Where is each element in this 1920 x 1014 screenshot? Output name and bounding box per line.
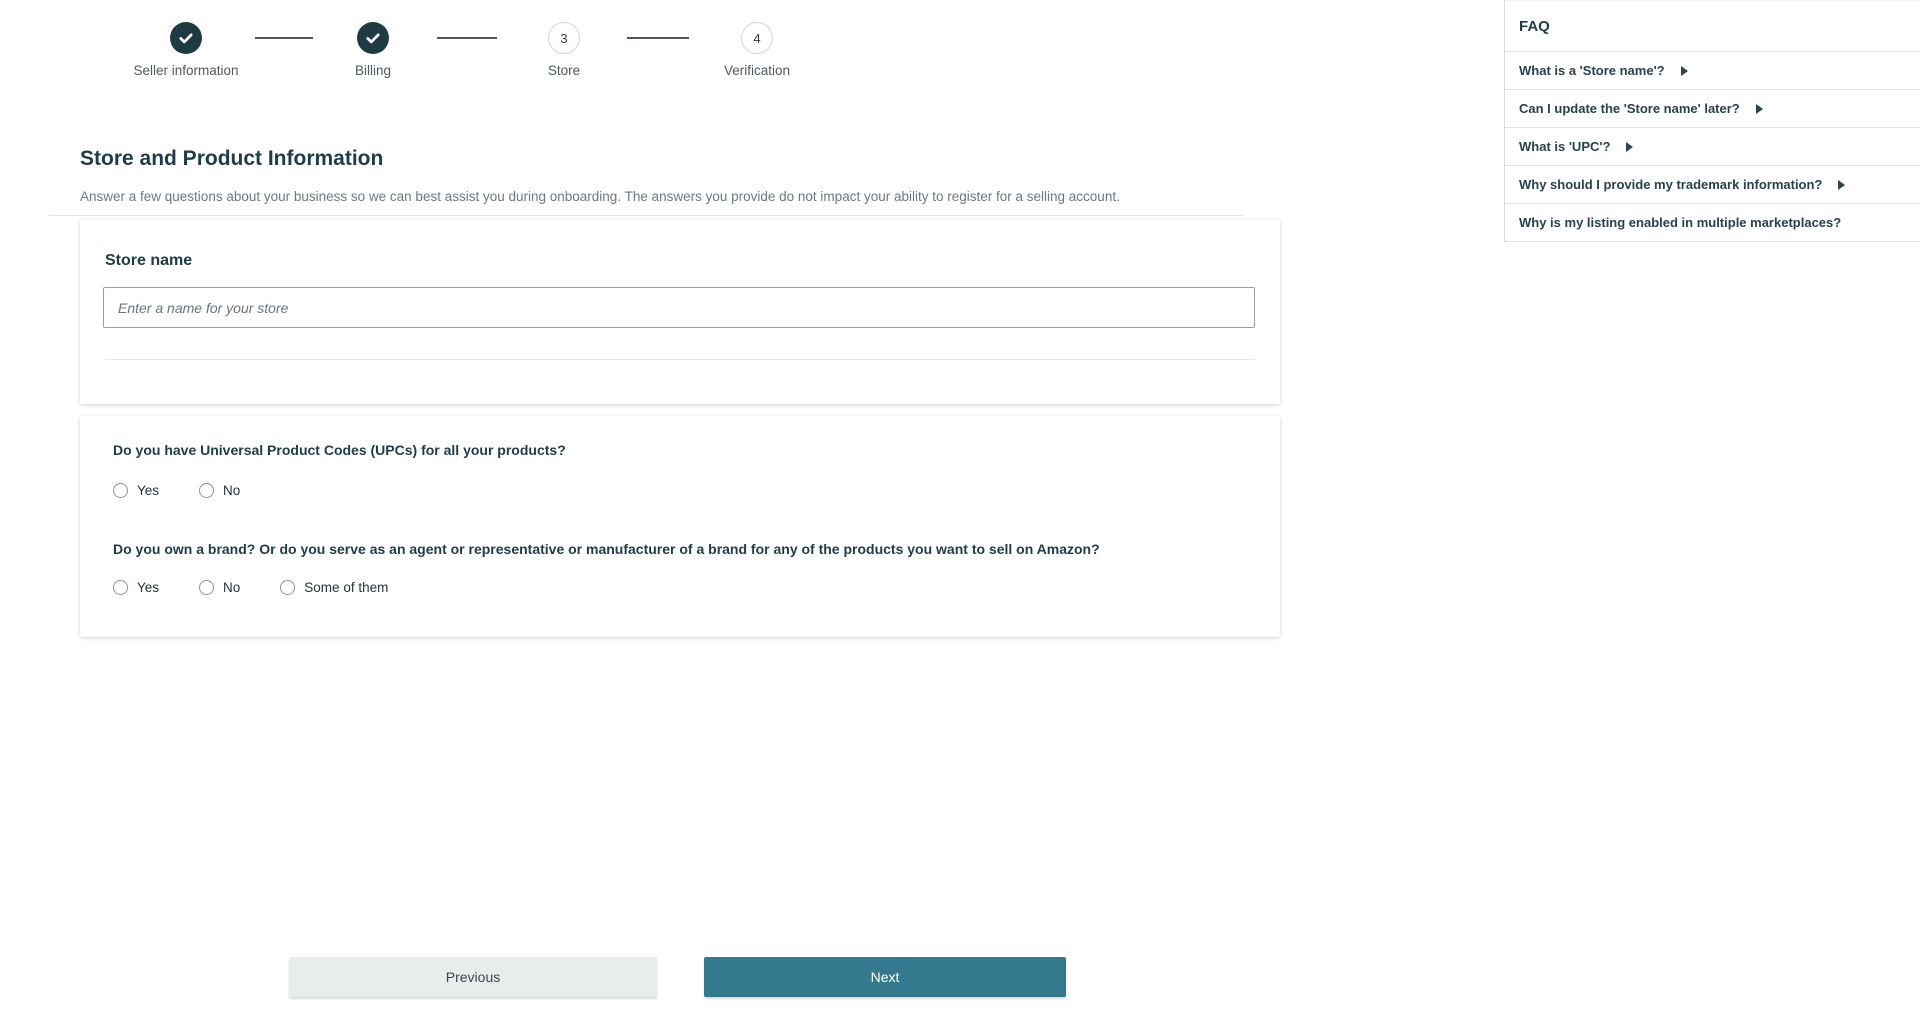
brand-question-label: Do you own a brand? Or do you serve as an agent or representative or manufacturer of a brand for any of the products you want to sell on Amazon? (113, 541, 1100, 557)
step-label-seller-information: Seller information (133, 63, 239, 78)
faq-item-store-name[interactable] (1505, 52, 1920, 90)
card-divider (105, 359, 1255, 360)
faq-panel (1504, 0, 1920, 242)
store-name-card (80, 220, 1280, 404)
faq-question: What is 'UPC'? (1519, 139, 1611, 154)
product-questions-card (80, 416, 1280, 637)
next-button[interactable]: Next (704, 957, 1066, 997)
step-number: 4 (753, 30, 761, 46)
faq-heading: FAQ (1505, 1, 1920, 52)
radio-icon (280, 580, 295, 595)
check-icon (177, 29, 195, 47)
radio-label: Yes (137, 483, 160, 498)
step-circle-verification (741, 22, 773, 54)
store-name-input[interactable] (103, 287, 1255, 328)
section-divider (49, 215, 1244, 216)
step-connector (627, 37, 689, 39)
faq-item-multiple-marketplaces[interactable] (1505, 204, 1920, 242)
step-label-store: Store (547, 63, 581, 78)
radio-label: No (223, 580, 241, 595)
step-connector (437, 37, 497, 39)
expand-arrow-icon (1838, 180, 1845, 190)
step-label-verification: Verification (723, 63, 791, 78)
step-circle-seller-information (170, 22, 202, 54)
faq-item-what-is-upc[interactable] (1505, 128, 1920, 166)
step-circle-store (548, 22, 580, 54)
faq-question: Why should I provide my trademark information? (1519, 177, 1823, 192)
faq-question: Why is my listing enabled in multiple marketplaces? (1519, 215, 1842, 230)
radio-label: Yes (137, 580, 160, 595)
faq-question: What is a 'Store name'? (1519, 63, 1665, 78)
step-label-billing: Billing (354, 63, 392, 78)
expand-arrow-icon (1681, 66, 1688, 76)
step-number: 3 (560, 30, 568, 46)
page-subtitle: Answer a few questions about your business so we can best assist you during onboarding. The answers you provide do not impact your ability to register for a selling account. (80, 189, 1120, 204)
previous-button[interactable]: Previous (289, 957, 657, 997)
faq-item-trademark-information[interactable] (1505, 166, 1920, 204)
upc-radio-option-yes[interactable] (113, 483, 159, 498)
faq-item-update-store-name[interactable] (1505, 90, 1920, 128)
expand-arrow-icon (1626, 142, 1633, 152)
radio-icon (113, 483, 128, 498)
upc-radio-option-no[interactable] (199, 483, 240, 498)
radio-icon (113, 580, 128, 595)
brand-radio-option-no[interactable] (199, 580, 240, 595)
brand-radio-option-some-of-them[interactable] (280, 580, 388, 595)
page-title: Store and Product Information (80, 147, 384, 170)
expand-arrow-icon (1756, 104, 1763, 114)
upc-question-label: Do you have Universal Product Codes (UPCs) for all your products? (113, 442, 566, 458)
radio-label: No (223, 483, 241, 498)
faq-question: Can I update the 'Store name' later? (1519, 101, 1740, 116)
radio-icon (199, 580, 214, 595)
store-name-label: Store name (105, 252, 193, 269)
radio-icon (199, 483, 214, 498)
step-circle-billing (357, 22, 389, 54)
radio-label: Some of them (304, 580, 389, 595)
brand-radio-option-yes[interactable] (113, 580, 159, 595)
check-icon (364, 29, 382, 47)
step-connector (255, 37, 313, 39)
